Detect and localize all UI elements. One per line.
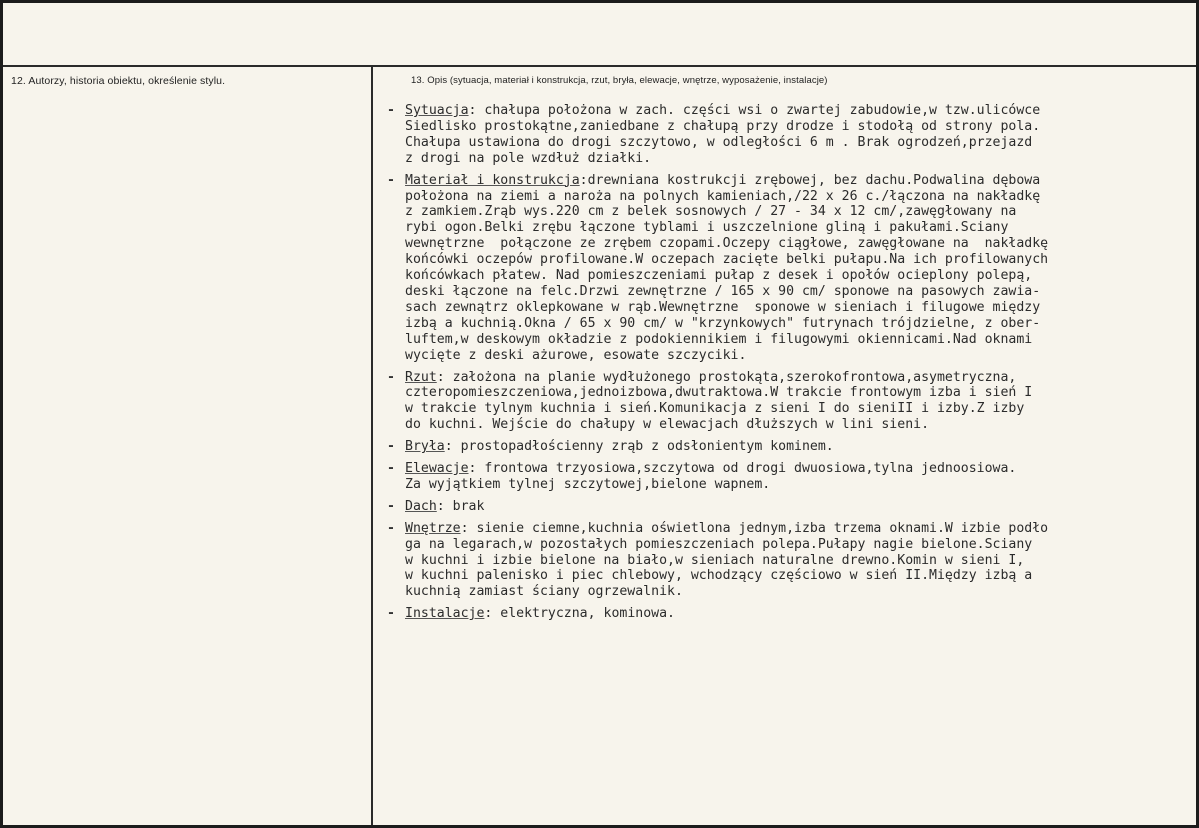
entry-material-konstrukcja xyxy=(383,173,1198,364)
entry-line: z drogi na pole wzdłuż działki. xyxy=(405,150,652,166)
entry-sytuacja xyxy=(383,103,1198,167)
bullet-dash: - xyxy=(387,369,395,385)
entry-text: : prostopadłościenny zrąb z odsłonientym kominem. xyxy=(444,439,834,455)
entry-heading: Rzut xyxy=(405,369,437,385)
entry-line: Za wyjątkiem tylnej szczytowej,bielone wapnem. xyxy=(405,476,771,492)
entry-heading: Bryła xyxy=(405,439,445,455)
entry-first-line xyxy=(405,173,1198,189)
entry-bryla xyxy=(383,439,1198,455)
entry-heading: Sytuacja xyxy=(405,103,469,118)
entry-text: : założona na planie wydłużonego prostokąta,szerokofrontowa,asymetryczna, xyxy=(436,369,1017,385)
entry-first-line xyxy=(405,499,1198,515)
entry-line: do kuchni. Wejście do chałupy w elewacjach dłuższych w lini sieni. xyxy=(405,417,930,433)
entry-line: kuchnią zamiast ściany ogrzewalnik. xyxy=(405,584,683,600)
entry-line: wycięte z deski ażurowe, esowate szczyciki. xyxy=(405,347,747,363)
bullet-dash: - xyxy=(387,520,395,536)
bullet-dash: - xyxy=(387,498,395,514)
entry-rzut xyxy=(383,370,1198,434)
entry-first-line xyxy=(405,370,1198,386)
entry-line: w kuchni i izbie bielone na biało,w sieniach naturalne drewno.Komin w sieni I, xyxy=(405,552,1025,568)
entry-line: wewnętrzne połączone ze zrębem czopami.Oczepy ciągłowe, zawęgłowane na nakładkę xyxy=(405,236,1049,252)
entry-line: końcówkach płatew. Nad pomieszczeniami pułap z desek i opołów ocieplony polepą, xyxy=(405,268,1033,284)
entry-line: czteropomieszczeniowa,jednoizbowa,dwutraktowa.W trakcie frontowym izba i sień I xyxy=(405,385,1033,401)
entry-text: : brak xyxy=(436,498,485,514)
entry-dach xyxy=(383,499,1198,515)
section-12-label: 12. Autorzy, historia obiektu, określenie stylu. xyxy=(11,75,226,87)
entry-heading: Elewacje xyxy=(405,461,469,477)
entry-text: : sienie ciemne,kuchnia oświetlona jednym,izba trzema oknami.W izbie podło xyxy=(460,520,1049,536)
entry-instalacje xyxy=(383,606,1198,622)
column-divider xyxy=(371,65,373,825)
entry-wnetrze xyxy=(383,521,1198,601)
bullet-dash: - xyxy=(387,461,395,477)
entry-heading: Dach xyxy=(405,498,437,514)
entry-first-line xyxy=(405,461,1198,477)
entry-heading: Instalacje xyxy=(405,606,485,622)
entry-heading: Materiał i konstrukcja xyxy=(405,172,580,188)
description-body xyxy=(383,103,1198,628)
entry-line: w trakcie tylnym kuchnia i sień.Komunikacja z sieni I do sieniII i izby.Z izby xyxy=(405,401,1025,417)
entry-line: luftem,w deskowym okładzie z podokiennikiem i filugowymi okiennicami.Nad oknami xyxy=(405,331,1033,347)
entry-heading: Wnętrze xyxy=(405,520,461,536)
entry-first-line xyxy=(405,103,1198,119)
entry-line: rybi ogon.Belki zrębu łączone tyblami i uszczelnione gliną i pakułami.Ściany xyxy=(405,220,1009,236)
entry-line: sach zewnątrz oklepkowane w rąb.Wewnętrzne sponowe w sieniach i filugowe między xyxy=(405,299,1041,315)
entry-line: w kuchni palenisko i piec chlebowy, wchodzący częściowo w sień II.Między izbą a xyxy=(405,568,1033,584)
entry-line: ga na legarach,w pozostałych pomieszczeniach polepa.Pułapy nagie bielone.Ściany xyxy=(405,536,1033,552)
entry-line: końcówki oczepów profilowane.W oczepach zacięte belki pułapu.Na ich profilowanych xyxy=(405,252,1049,268)
entry-line: położona na ziemi a naroża na polnych kamieniach,/22 x 26 c./łączona na nakładkę xyxy=(405,188,1041,204)
entry-line: Siedlisko prostokątne,zaniedbane z chałupą przy drodze i stodołą od strony pola. xyxy=(405,118,1041,134)
entry-line: izbą a kuchnią.Okna / 65 x 90 cm/ w "krzynkowych" futrynach trójdzielne, z ober- xyxy=(405,315,1041,331)
entry-elewacje xyxy=(383,461,1198,493)
entry-text: : elektryczna, kominowa. xyxy=(484,606,675,622)
entry-text: : chałupa położona w zach. części wsi o zwartej zabudowie,w tzw.ulicówce xyxy=(468,103,1041,118)
entry-text: : frontowa trzyosiowa,szczytowa od drogi dwuosiowa,tylna jednoosiowa. xyxy=(468,461,1017,477)
bullet-dash: - xyxy=(387,606,395,622)
entry-first-line xyxy=(405,521,1198,537)
bullet-dash: - xyxy=(387,103,395,118)
entry-first-line xyxy=(405,606,1198,622)
section-13-label: 13. Opis (sytuacja, materiał i konstrukcja, rzut, bryła, elewacje, wnętrze, wyposażenie, instalacje) xyxy=(411,75,828,86)
entry-first-line xyxy=(405,439,1198,455)
bullet-dash: - xyxy=(387,172,395,188)
entry-line: deski łączone na felc.Drzwi zewnętrzne / 165 x 90 cm/ sponowe na pasowych zawia- xyxy=(405,283,1041,299)
entry-text: :drewniana kostrukcji zrębowej, bez dachu.Podwalina dębowa xyxy=(579,172,1041,188)
entry-line: z zamkiem.Zrąb wys.220 cm z belek sosnowych / 27 - 34 x 12 cm/,zawęgłowany na xyxy=(405,204,1017,220)
bullet-dash: - xyxy=(387,439,395,455)
header-rule xyxy=(3,65,1196,67)
entry-line: Chałupa ustawiona do drogi szczytowo, w odległości 6 m . Brak ogrodzeń,przejazd xyxy=(405,134,1033,150)
